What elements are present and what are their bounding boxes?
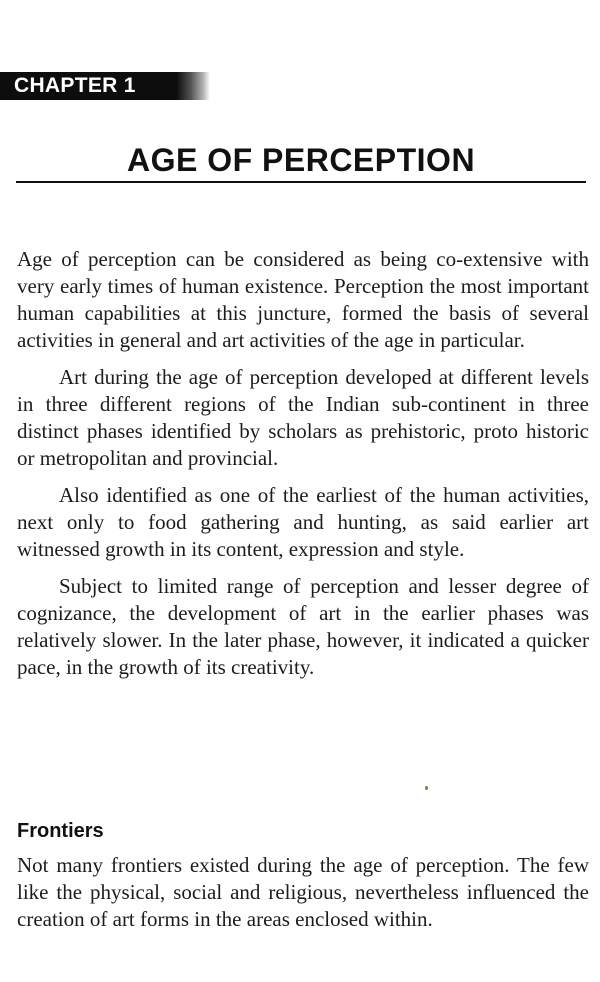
print-speck [425, 786, 428, 790]
title-underline [16, 181, 586, 183]
chapter-tab [0, 72, 210, 100]
paragraph-2: Art during the age of perception developed at different levels in three different regions of the Indian sub-continent in three distinct phases identified by scholars as prehistoric, proto historic or metropolitan and provincial. [17, 365, 589, 470]
frontiers-paragraph: Not many frontiers existed during the age of perception. The few like the physical, social and religious, nevertheless influenced the creation of art forms in the areas enclosed within. [17, 853, 589, 931]
frontiers-text [17, 852, 589, 943]
chapter-label: CHAPTER 1 [14, 74, 136, 97]
paragraph-1: Age of perception can be considered as being co-extensive with very early times of human existence. Perception the most important human capabilities at this juncture, formed the basis of several activities in general and art activities of the age in particular. [17, 247, 589, 352]
paragraph-4: Subject to limited range of perception and lesser degree of cognizance, the development of art in the earlier phases was relatively slower. In the later phase, however, it indicated a quicker pace, in the growth of its creativity. [17, 574, 589, 679]
paragraph-3: Also identified as one of the earliest of the human activities, next only to food gathering and hunting, as said earlier art witnessed growth in its content, expression and style. [17, 483, 589, 561]
intro-text [17, 246, 589, 691]
section-heading-frontiers: Frontiers [17, 820, 104, 842]
chapter-title: AGE OF PERCEPTION [126, 142, 476, 178]
